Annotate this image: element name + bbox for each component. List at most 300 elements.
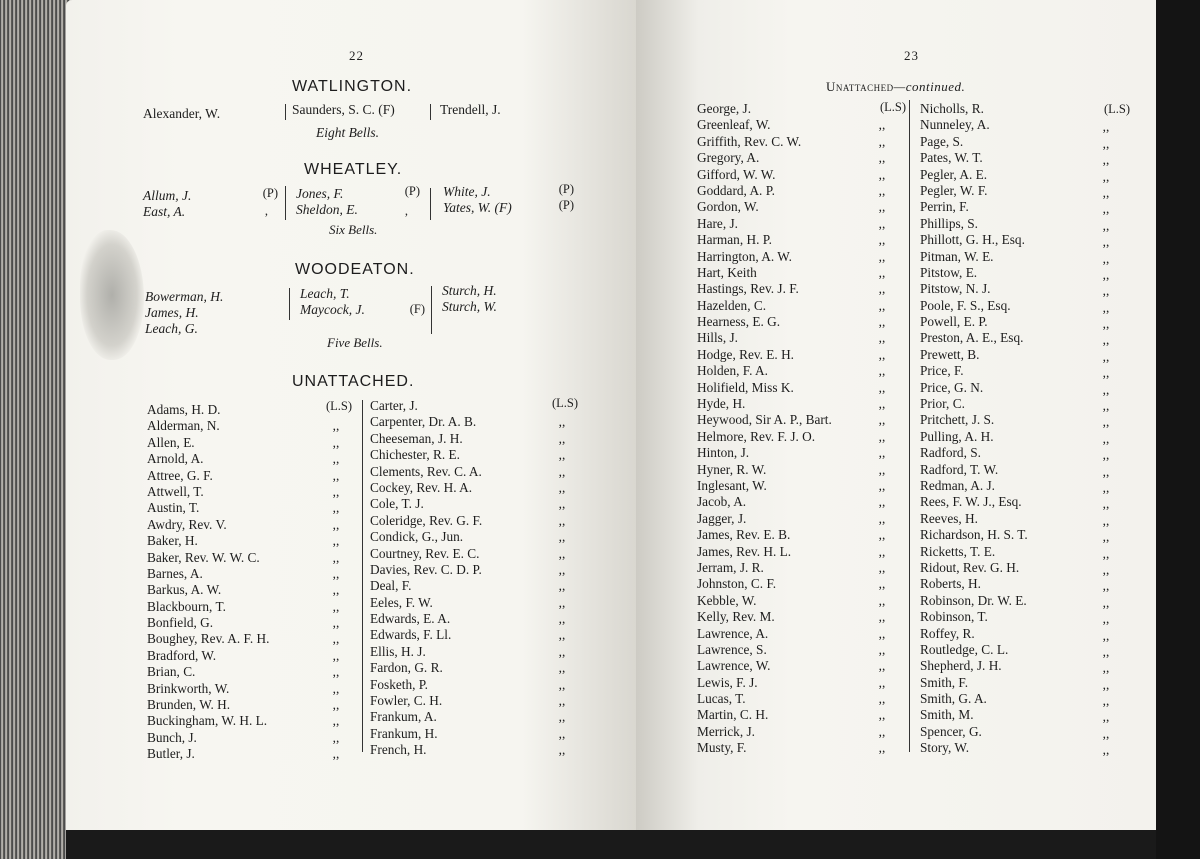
column-divider (430, 188, 431, 220)
ditto-mark: ,, (332, 729, 340, 745)
woodeaton-col1-row3: Leach, G. (145, 321, 198, 336)
ditto-mark: ,, (1102, 152, 1110, 168)
unattached-col2-mark-header: (L.S) (551, 396, 578, 410)
wheatley-col2-row1: Jones, F. (296, 186, 344, 201)
ditto-mark: ,, (332, 516, 340, 532)
unattached-col2-marks (552, 398, 572, 759)
ditto-mark: ,, (878, 609, 886, 625)
book-page-edges (0, 0, 74, 859)
list-item: Attree, G. F. (147, 467, 213, 483)
ditto-mark: ,, (878, 133, 886, 149)
ditto-mark: ,, (878, 592, 886, 608)
list-item: Hare, J. (697, 215, 738, 231)
wheatley-col3-row2: Yates, W. (F) (443, 200, 512, 215)
list-item: Perrin, F. (920, 199, 969, 215)
list-item: Hinton, J. (697, 445, 750, 461)
left-page-number: 22 (349, 48, 364, 63)
list-item: Reeves, H. (920, 510, 978, 526)
list-item: Ellis, H. J. (370, 643, 426, 659)
ditto-mark (552, 398, 572, 414)
list-item: Lucas, T. (697, 691, 746, 707)
ditto-mark: ,, (1102, 168, 1110, 184)
list-item: Prewett, B. (920, 346, 980, 362)
watlington-col2: Saunders, S. C. (F) (292, 102, 395, 117)
list-item: Martin, C. H. (697, 707, 769, 723)
list-item: Pitstow, N. J. (920, 281, 991, 297)
ditto-mark: ,, (332, 713, 340, 729)
ditto-mark: ,, (558, 627, 566, 643)
list-item: Alderman, N. (147, 418, 220, 434)
ditto-mark: ,, (1102, 611, 1110, 627)
ditto-mark: ,, (878, 199, 886, 215)
ditto-mark: ,, (878, 527, 886, 543)
ditto-mark: ,, (878, 461, 886, 477)
list-item: Davies, Rev. C. D. P. (370, 561, 482, 577)
ditto-mark: ,, (878, 330, 886, 346)
ditto-mark: ,, (558, 709, 566, 725)
ditto-mark: ,, (878, 674, 886, 690)
column-divider (431, 286, 432, 334)
list-item: Hart, Keith (697, 264, 757, 280)
list-item: Gordon, W. (697, 199, 759, 215)
ditto-mark: ,, (1102, 742, 1110, 758)
wheatley-col1-mark1: (P) (262, 186, 278, 200)
ditto-mark: ,, (878, 281, 886, 297)
ditto-mark: ,, (878, 314, 886, 330)
list-item: Bonfield, G. (147, 615, 214, 631)
ditto-mark: ,, (1102, 725, 1110, 741)
ditto-mark: ,, (558, 545, 566, 561)
ditto-mark: ,, (878, 576, 886, 592)
ditto-mark: ,, (558, 578, 566, 594)
ditto-mark: ,, (1102, 627, 1110, 643)
woodeaton-col3-row1: Sturch, H. (442, 283, 497, 298)
list-item: Radford, T. W. (920, 461, 999, 477)
ditto-mark: ,, (878, 215, 886, 231)
ditto-mark: ,, (332, 631, 340, 647)
list-item: Johnston, C. F. (697, 576, 777, 592)
list-item: Carpenter, Dr. A. B. (370, 414, 477, 430)
list-item: Buckingham, W. H. L. (147, 713, 268, 729)
list-item: Carter, J. (370, 398, 418, 413)
ditto-mark: ,, (1102, 316, 1110, 332)
ditto-mark: ,, (1102, 594, 1110, 610)
right-col1-marks (872, 101, 892, 757)
list-item: Rees, F. W. J., Esq. (920, 494, 1022, 510)
right-col1-mark-header: (L.S) (879, 100, 906, 114)
list-item: James, Rev. E. B. (697, 527, 791, 543)
ditto-mark: ,, (558, 693, 566, 709)
wheatley-col3-row1: White, J. (443, 184, 491, 199)
ditto-mark: ,, (878, 740, 886, 756)
ditto-mark: ,, (878, 346, 886, 362)
ditto-mark: ,, (1102, 234, 1110, 250)
wheatley-col2-mark1: (P) (404, 184, 420, 198)
woodeaton-col3-row2: Sturch, W. (442, 299, 497, 314)
ditto-mark: ,, (332, 434, 340, 450)
list-item: Lawrence, S. (697, 641, 767, 657)
ditto-mark: ,, (558, 463, 566, 479)
ditto-mark: ,, (332, 615, 340, 631)
ditto-mark: ,, (1102, 676, 1110, 692)
bottom-shadow (66, 830, 1156, 859)
list-item: Jerram, J. R. (697, 559, 764, 575)
ditto-mark: ,, (332, 598, 340, 614)
list-item: Kelly, Rev. M. (697, 609, 775, 625)
watlington-bells: Eight Bells. (316, 125, 379, 140)
list-item: Frankum, A. (370, 709, 437, 725)
list-item: Poole, F. S., Esq. (920, 297, 1011, 313)
list-item: Hodge, Rev. E. H. (697, 346, 794, 362)
ditto-mark: ,, (1102, 348, 1110, 364)
list-item: Heywood, Sir A. P., Bart. (697, 412, 832, 428)
ditto-mark: ,, (878, 707, 886, 723)
list-item: Inglesant, W. (697, 477, 767, 493)
ditto-mark: ,, (1102, 201, 1110, 217)
ditto-mark: ,, (1102, 184, 1110, 200)
ditto-mark: ,, (558, 643, 566, 659)
ditto-mark: ,, (878, 494, 886, 510)
list-item: Redman, A. J. (920, 477, 995, 493)
list-item: Barkus, A. W. (147, 582, 222, 598)
ditto-mark (1096, 103, 1116, 119)
list-item: Pulling, A. H. (920, 428, 994, 444)
title-caps: Unattached (826, 79, 894, 94)
column-divider (289, 288, 290, 320)
ditto-mark: ,, (878, 117, 886, 133)
ditto-mark: ,, (878, 248, 886, 264)
list-item: Gregory, A. (697, 150, 760, 166)
list-item: Hazelden, C. (697, 297, 767, 313)
ditto-mark (872, 101, 892, 117)
list-item: Nicholls, R. (920, 101, 984, 116)
ditto-mark: ,, (1102, 447, 1110, 463)
ditto-mark: ,, (332, 500, 340, 516)
wheatley-col3-mark2: (P) (558, 198, 574, 212)
list-item: Story, W. (920, 740, 970, 756)
ditto-mark: ,, (1102, 463, 1110, 479)
list-item: Richardson, H. S. T. (920, 527, 1028, 543)
ditto-mark: ,, (1102, 561, 1110, 577)
list-item: Lewis, F. J. (697, 674, 758, 690)
list-item: Fosketh, P. (370, 676, 429, 692)
list-item: Austin, T. (147, 500, 200, 516)
ditto-mark: ,, (1102, 512, 1110, 528)
wheatley-col1-row2: East, A. (143, 204, 186, 219)
list-item: Cole, T. J. (370, 496, 424, 512)
watlington-col1: Alexander, W. (143, 106, 221, 121)
ditto-mark: ,, (1102, 135, 1110, 151)
list-item: Price, G. N. (920, 379, 984, 395)
ditto-mark: ,, (878, 658, 886, 674)
ditto-mark: ,, (558, 447, 566, 463)
ditto-mark: ,, (332, 680, 340, 696)
list-item: Eeles, F. W. (370, 594, 433, 610)
ditto-mark: ,, (332, 483, 340, 499)
list-item: James, Rev. H. L. (697, 543, 792, 559)
ditto-mark: ,, (332, 451, 340, 467)
ditto-mark: ,, (1102, 283, 1110, 299)
ditto-mark: ,, (1102, 217, 1110, 233)
list-item: Hyde, H. (697, 396, 746, 412)
list-item: Fowler, C. H. (370, 693, 443, 709)
list-item: Page, S. (920, 133, 964, 149)
wheatley-col1-mark2: , (264, 204, 268, 218)
list-item: Jacob, A. (697, 494, 747, 510)
ditto-mark: ,, (878, 543, 886, 559)
list-item: Powell, E. P. (920, 314, 988, 330)
ditto-mark: ,, (332, 418, 340, 434)
ditto-mark: ,, (878, 363, 886, 379)
list-item: Holden, F. A. (697, 363, 768, 379)
column-divider (285, 104, 286, 120)
ditto-mark: ,, (1102, 693, 1110, 709)
ditto-mark: ,, (558, 529, 566, 545)
ditto-mark: ,, (878, 297, 886, 313)
ditto-mark: ,, (878, 625, 886, 641)
ditto-mark (326, 402, 346, 418)
wheatley-col1-row1: Allum, J. (143, 188, 192, 203)
list-item: Pegler, A. E. (920, 166, 988, 182)
list-item: Roffey, R. (920, 625, 975, 641)
list-item: Radford, S. (920, 445, 981, 461)
list-item: Coleridge, Rev. G. F. (370, 512, 483, 528)
ditto-mark: ,, (558, 676, 566, 692)
list-item: Adams, H. D. (147, 402, 221, 417)
list-item: Smith, F. (920, 674, 969, 690)
right-col2-names (920, 101, 1028, 757)
ditto-mark: ,, (878, 559, 886, 575)
ditto-mark: ,, (1102, 545, 1110, 561)
list-item: Ricketts, T. E. (920, 543, 996, 559)
list-item: Pritchett, J. S. (920, 412, 995, 428)
ditto-mark: ,, (558, 496, 566, 512)
ditto-mark: ,, (878, 477, 886, 493)
ditto-mark: ,, (1102, 643, 1110, 659)
wheatley-col3-mark1: (P) (558, 182, 574, 196)
ditto-mark: ,, (1102, 119, 1110, 135)
woodeaton-col1-row2: James, H. (145, 305, 199, 320)
list-item: Edwards, F. Ll. (370, 627, 452, 643)
list-item: Clements, Rev. C. A. (370, 463, 482, 479)
list-item: Chichester, R. E. (370, 447, 460, 463)
list-item: Cheeseman, J. H. (370, 430, 463, 446)
unattached-heading: UNATTACHED. (292, 373, 415, 390)
ditto-mark: ,, (332, 582, 340, 598)
ditto-mark: ,, (878, 445, 886, 461)
list-item: Edwards, E. A. (370, 611, 451, 627)
list-item: Pitman, W. E. (920, 248, 994, 264)
list-item: Robinson, T. (920, 609, 988, 625)
list-item: Allen, E. (147, 434, 195, 450)
right-page-number: 23 (904, 48, 919, 63)
paper-stain (80, 230, 144, 360)
ditto-mark: ,, (1102, 398, 1110, 414)
right-col2-marks (1096, 103, 1116, 759)
list-item: Butler, J. (147, 746, 195, 762)
ditto-mark: ,, (558, 561, 566, 577)
list-item: Jagger, J. (697, 510, 747, 526)
wheatley-col2-row2: Sheldon, E. (296, 202, 358, 217)
list-item: Roberts, H. (920, 576, 981, 592)
ditto-mark: ,, (558, 725, 566, 741)
ditto-mark: ,, (558, 479, 566, 495)
list-item: Gifford, W. W. (697, 166, 776, 182)
unattached-col1-names (147, 402, 269, 763)
list-item: Brinkworth, W. (147, 680, 230, 696)
list-item: Musty, F. (697, 740, 747, 756)
wheatley-bells: Six Bells. (329, 222, 378, 237)
ditto-mark: ,, (332, 647, 340, 663)
ditto-mark: ,, (878, 150, 886, 166)
list-item: George, J. (697, 101, 752, 116)
ditto-mark: ,, (878, 166, 886, 182)
column-divider (909, 100, 910, 752)
list-item: Preston, A. E., Esq. (920, 330, 1024, 346)
ditto-mark: ,, (558, 594, 566, 610)
title-italic: —continued. (893, 79, 966, 94)
ditto-mark: ,, (1102, 381, 1110, 397)
ditto-mark: ,, (558, 660, 566, 676)
list-item: Cockey, Rev. H. A. (370, 479, 473, 495)
unattached-col1-mark-header: (L.S) (325, 399, 352, 413)
ditto-mark: ,, (878, 641, 886, 657)
ditto-mark: ,, (1102, 430, 1110, 446)
ditto-mark: ,, (878, 396, 886, 412)
woodeaton-col2-mark2: (F) (409, 302, 425, 316)
list-item: Harrington, A. W. (697, 248, 792, 264)
woodeaton-col2-row1: Leach, T. (300, 286, 350, 301)
list-item: Phillott, G. H., Esq. (920, 232, 1025, 248)
list-item: Helmore, Rev. F. J. O. (697, 428, 816, 444)
list-item: Nunneley, A. (920, 117, 990, 133)
list-item: Baker, H. (147, 533, 198, 549)
ditto-mark: ,, (558, 430, 566, 446)
ditto-mark: ,, (332, 697, 340, 713)
ditto-mark: ,, (1102, 709, 1110, 725)
list-item: Bradford, W. (147, 647, 217, 663)
list-item: Awdry, Rev. V. (147, 516, 227, 532)
list-item: Hearness, E. G. (697, 314, 781, 330)
wheatley-heading: WHEATLEY. (304, 161, 403, 178)
list-item: Boughey, Rev. A. F. H. (147, 631, 270, 647)
ditto-mark: ,, (558, 512, 566, 528)
column-divider (285, 186, 286, 220)
column-divider (430, 104, 431, 120)
list-item: Routledge, C. L. (920, 641, 1009, 657)
ditto-mark: ,, (332, 664, 340, 680)
list-item: Brian, C. (147, 664, 196, 680)
list-item: Greenleaf, W. (697, 117, 771, 133)
right-col2-mark-header: (L.S) (1103, 102, 1130, 116)
woodeaton-col1-row1: Bowerman, H. (145, 289, 224, 304)
list-item: Prior, C. (920, 396, 965, 412)
list-item: Smith, M. (920, 707, 974, 723)
ditto-mark: ,, (1102, 529, 1110, 545)
ditto-mark: ,, (1102, 332, 1110, 348)
list-item: Condick, G., Jun. (370, 529, 464, 545)
ditto-mark: ,, (558, 742, 566, 758)
ditto-mark: ,, (878, 723, 886, 739)
ditto-mark: ,, (332, 746, 340, 762)
list-item: Hastings, Rev. J. F. (697, 281, 799, 297)
ditto-mark: ,, (1102, 578, 1110, 594)
ditto-mark: ,, (878, 412, 886, 428)
ditto-mark: ,, (878, 264, 886, 280)
ditto-mark: ,, (332, 549, 340, 565)
ditto-mark: ,, (558, 611, 566, 627)
list-item: Ridout, Rev. G. H. (920, 559, 1020, 575)
list-item: Smith, G. A. (920, 691, 987, 707)
ditto-mark: ,, (332, 533, 340, 549)
list-item: Goddard, A. P. (697, 182, 775, 198)
list-item: Griffith, Rev. C. W. (697, 133, 802, 149)
list-item: Baker, Rev. W. W. C. (147, 549, 260, 565)
ditto-mark: ,, (332, 467, 340, 483)
ditto-mark: ,, (1102, 414, 1110, 430)
list-item: Hills, J. (697, 330, 739, 346)
ditto-mark: ,, (1102, 660, 1110, 676)
watlington-heading: WATLINGTON. (292, 78, 413, 95)
list-item: Fardon, G. R. (370, 660, 443, 676)
list-item: Pegler, W. F. (920, 182, 988, 198)
list-item: Price, F. (920, 363, 964, 379)
unattached-continued-title (826, 79, 965, 95)
list-item: Brunden, W. H. (147, 697, 231, 713)
woodeaton-col2-row2: Maycock, J. (300, 302, 365, 317)
ditto-mark: ,, (1102, 496, 1110, 512)
ditto-mark: ,, (1102, 299, 1110, 315)
unattached-col2-names (370, 398, 482, 759)
list-item: Robinson, Dr. W. E. (920, 592, 1027, 608)
right-col1-names (697, 101, 832, 757)
ditto-mark: ,, (878, 379, 886, 395)
list-item: Attwell, T. (147, 483, 204, 499)
list-item: Arnold, A. (147, 451, 204, 467)
list-item: Lawrence, A. (697, 625, 769, 641)
unattached-col1-marks (326, 402, 346, 763)
list-item: Lawrence, W. (697, 658, 771, 674)
list-item: French, H. (370, 742, 427, 758)
ditto-mark: ,, (1102, 479, 1110, 495)
list-item: Spencer, G. (920, 723, 982, 739)
ditto-mark: ,, (878, 428, 886, 444)
ditto-mark: ,, (1102, 266, 1110, 282)
list-item: Merrick, J. (697, 723, 755, 739)
list-item: Holifield, Miss K. (697, 379, 794, 395)
list-item: Frankum, H. (370, 725, 438, 741)
list-item: Blackbourn, T. (147, 598, 226, 614)
list-item: Phillips, S. (920, 215, 979, 231)
list-item: Bunch, J. (147, 729, 197, 745)
ditto-mark: ,, (878, 232, 886, 248)
list-item: Courtney, Rev. E. C. (370, 545, 480, 561)
ditto-mark: ,, (332, 565, 340, 581)
ditto-mark: ,, (1102, 365, 1110, 381)
ditto-mark: ,, (878, 182, 886, 198)
ditto-mark: ,, (878, 691, 886, 707)
list-item: Hyner, R. W. (697, 461, 767, 477)
list-item: Pitstow, E. (920, 264, 978, 280)
list-item: Kebble, W. (697, 592, 757, 608)
list-item: Shepherd, J. H. (920, 658, 1002, 674)
ditto-mark: ,, (558, 414, 566, 430)
list-item: Deal, F. (370, 578, 412, 594)
list-item: Barnes, A. (147, 565, 203, 581)
ditto-mark: ,, (1102, 250, 1110, 266)
woodeaton-heading: WOODEATON. (295, 261, 415, 278)
ditto-mark: ,, (878, 510, 886, 526)
